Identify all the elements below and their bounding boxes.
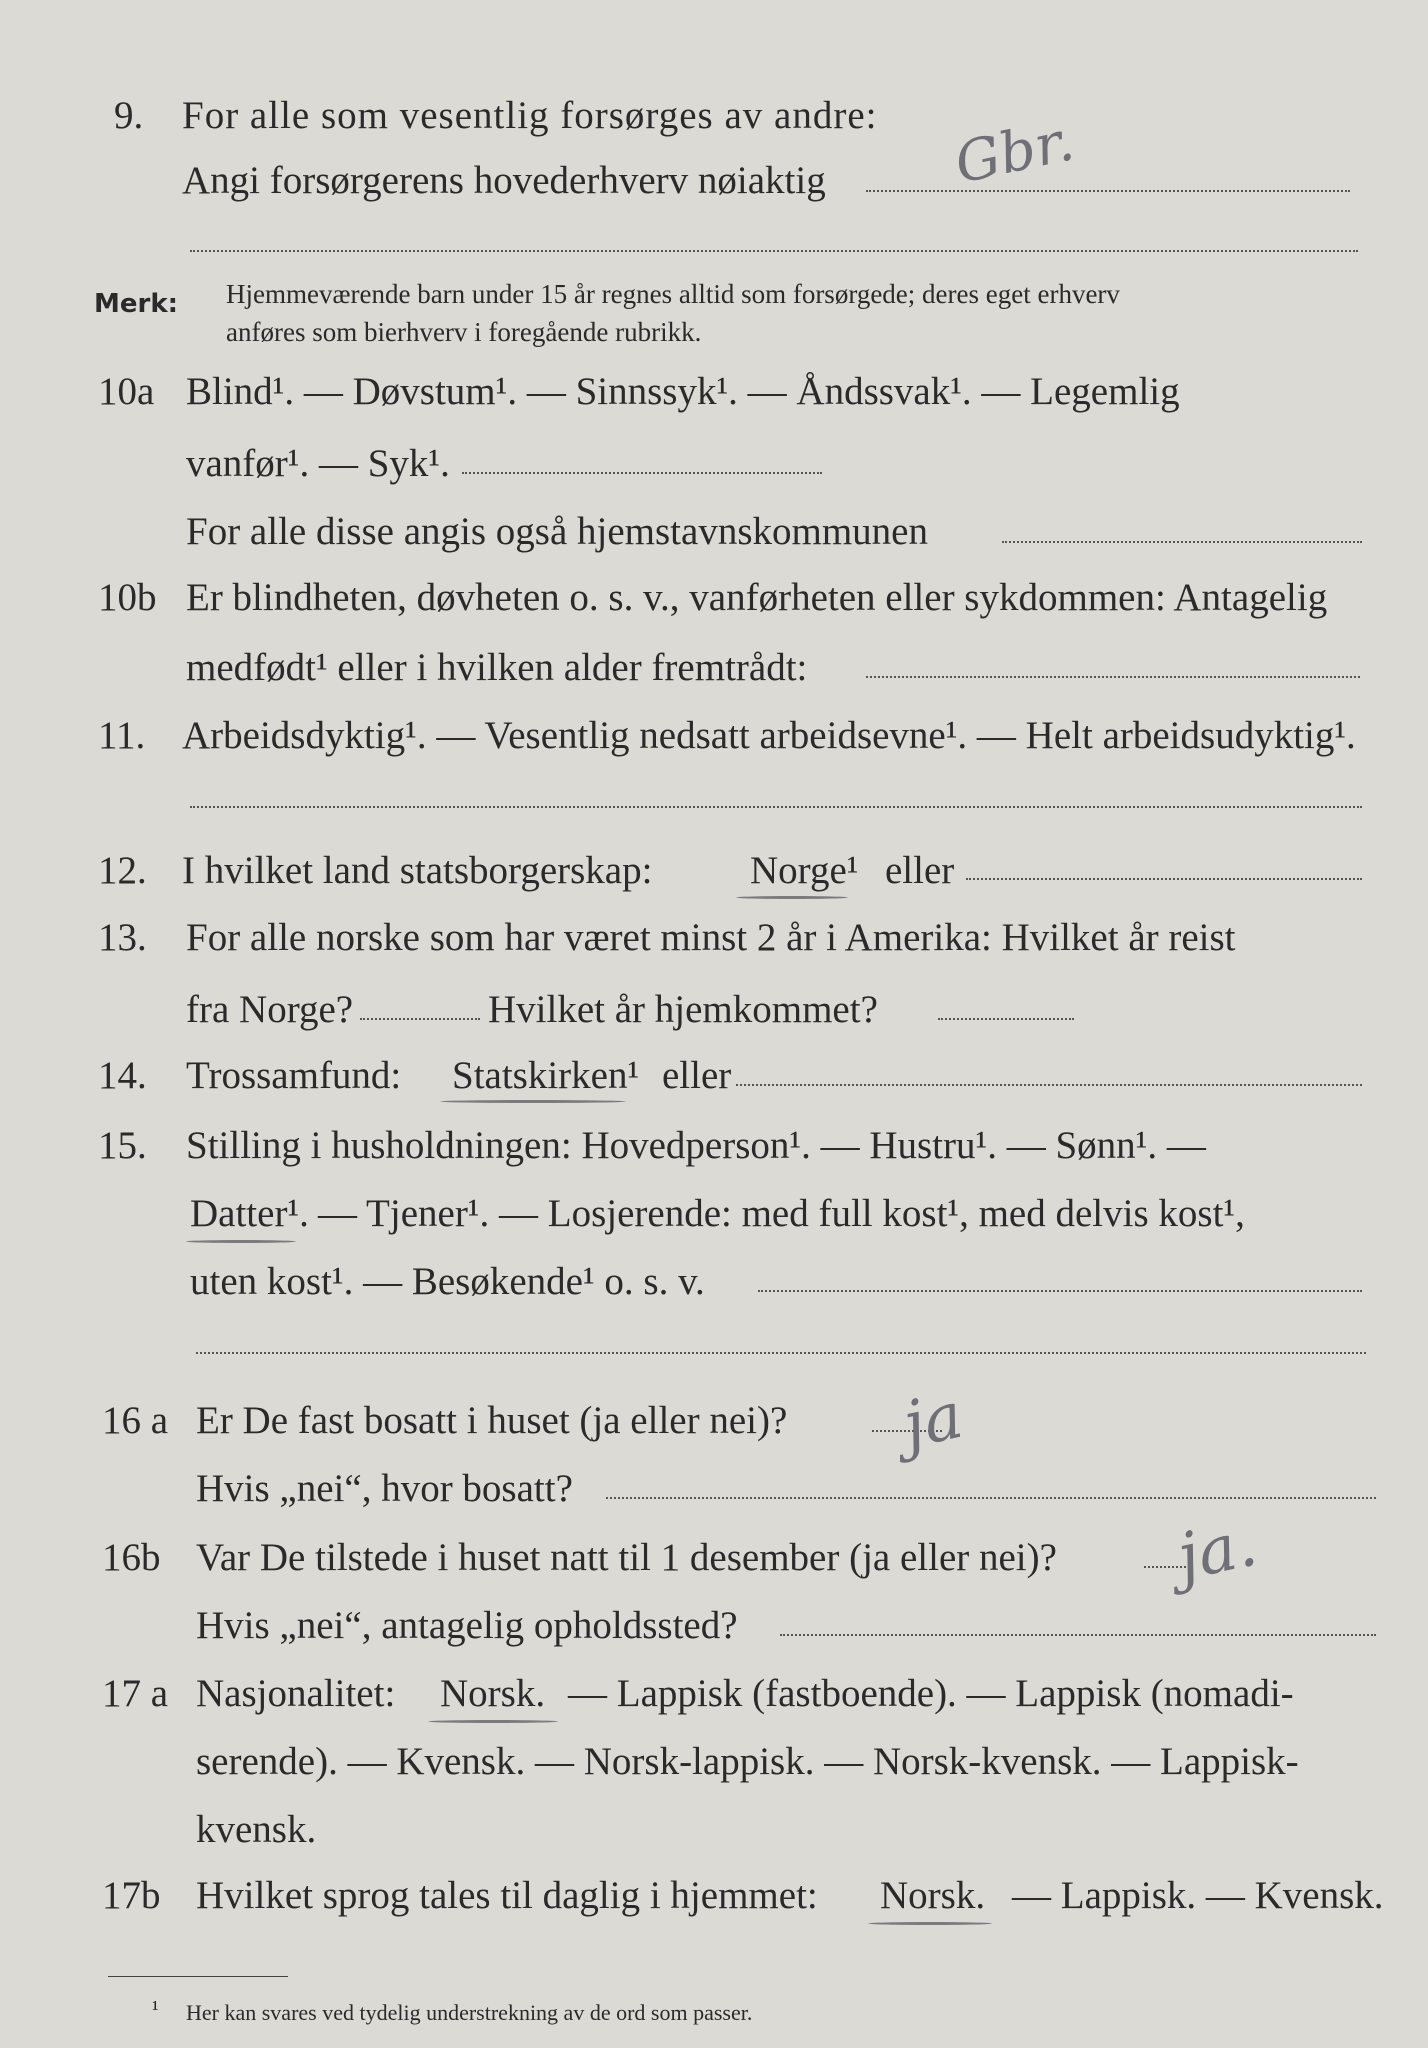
q12-answer-line <box>966 878 1362 880</box>
q9-line1: For alle som vesentlig forsørges av andre: <box>182 94 878 137</box>
q17b-norsk-underline <box>868 1922 992 1925</box>
q9-number: 9. <box>114 94 144 137</box>
q16a-number: 16 a <box>102 1399 169 1442</box>
q11-number: 11. <box>98 714 146 757</box>
footnote-rule <box>108 1976 288 1977</box>
q13-fra-norge: fra Norge? <box>186 988 354 1031</box>
q17a-line3: kvensk. <box>196 1808 317 1851</box>
q10a-hjemstavn-line <box>1002 541 1362 543</box>
footnote-mark: ¹ <box>152 1996 159 2021</box>
q15-line2: — Tjener¹. — Losjerende: med full kost¹, med delvis kost¹, <box>318 1192 1245 1235</box>
q15-line3: uten kost¹. — Besøkende¹ o. s. v. <box>190 1260 705 1303</box>
q15-extra-line <box>196 1352 1366 1354</box>
q16a-line2: Hvis „nei“, hvor bosatt? <box>196 1467 573 1510</box>
q10b-answer-line <box>866 676 1360 678</box>
merk-label: Merk: <box>94 289 179 319</box>
q12-text: I hvilket land statsborgerskap: <box>182 849 653 892</box>
q17a-norsk-underline <box>428 1720 558 1723</box>
q9-handwritten-answer: Gbr. <box>949 108 1080 197</box>
q10a-number: 10a <box>98 370 155 413</box>
merk-line1: Hjemmeværende barn under 15 år regnes alltid som forsørgede; deres eget erhverv <box>226 279 1120 309</box>
q10a-answer-line <box>462 472 822 474</box>
q12-norge: Norge¹ <box>750 849 859 892</box>
q13-reist-line <box>360 1018 480 1020</box>
q17a-line2: serende). — Kvensk. — Norsk-lappisk. — Norsk-kvensk. — Lappisk- <box>196 1740 1299 1783</box>
q17a-line1-rest: — Lappisk (fastboende). — Lappisk (nomadi- <box>568 1672 1294 1715</box>
q16b-number: 16b <box>102 1536 161 1579</box>
q14-statskirken-underline <box>440 1100 626 1103</box>
q10a-line2: vanfør¹. — Syk¹. <box>186 442 450 485</box>
footnote-text: Her kan svares ved tydelig understrekning av de ord som passer. <box>186 2000 753 2025</box>
q10a-line3: For alle disse angis også hjemstavnskommunen <box>186 510 928 553</box>
q14-eller: eller <box>662 1054 732 1097</box>
q13-number: 13. <box>98 916 147 959</box>
q11-line1: Arbeidsdyktig¹. — Vesentlig nedsatt arbeidsevne¹. — Helt arbeidsudyktig¹. <box>182 714 1356 757</box>
q14-text: Trossamfund: <box>186 1054 402 1097</box>
q13-hjemkommet: Hvilket år hjemkommet? <box>488 988 878 1031</box>
q16b-line2: Hvis „nei“, antagelig opholdssted? <box>196 1604 738 1647</box>
q14-answer-line <box>736 1084 1362 1086</box>
q10b-line1: Er blindheten, døvheten o. s. v., vanførheten eller sykdommen: Antagelig <box>186 576 1328 619</box>
q16b-opholdssted-line <box>780 1634 1376 1636</box>
q16b-line1: Var De tilstede i huset natt til 1 desember (ja eller nei)? <box>196 1536 1057 1579</box>
q17a-label: Nasjonalitet: <box>196 1672 396 1715</box>
q11-answer-line <box>190 806 1362 808</box>
q10b-line2: medfødt¹ eller i hvilken alder fremtrådt: <box>186 646 808 689</box>
q9-extra-line <box>190 250 1358 252</box>
q10b-number: 10b <box>98 576 157 619</box>
q17b-norsk: Norsk. <box>880 1874 986 1917</box>
q16a-handwritten-answer: ja <box>896 1378 970 1464</box>
q15-number: 15. <box>98 1124 147 1167</box>
q12-norge-underline <box>736 896 848 899</box>
q12-eller: eller <box>885 849 955 892</box>
q15-answer-line <box>758 1290 1362 1292</box>
q15-datter: Datter¹. <box>190 1192 309 1235</box>
q17b-text: Hvilket sprog tales til daglig i hjemmet: <box>196 1874 818 1917</box>
q17b-rest: — Lappisk. — Kvensk. <box>1012 1874 1384 1917</box>
q10a-line1: Blind¹. — Døvstum¹. — Sinnssyk¹. — Åndssvak¹. — Legemlig <box>186 370 1180 413</box>
q16b-handwritten-answer: ja. <box>1171 1506 1264 1596</box>
q16a-bosatt-line <box>606 1497 1376 1499</box>
q15-line1: Stilling i husholdningen: Hovedperson¹. — Hustru¹. — Sønn¹. — <box>186 1124 1206 1167</box>
q14-statskirken: Statskirken¹ <box>452 1054 640 1097</box>
q9-line2: Angi forsørgerens hovederhverv nøiaktig <box>182 159 826 202</box>
q12-number: 12. <box>98 849 147 892</box>
q16a-line1: Er De fast bosatt i huset (ja eller nei)? <box>196 1399 788 1442</box>
q17b-number: 17b <box>102 1874 161 1917</box>
q9-answer-line <box>866 190 1350 192</box>
q14-number: 14. <box>98 1054 147 1097</box>
q17a-norsk: Norsk. <box>440 1672 546 1715</box>
q13-hjemkommet-line <box>938 1018 1074 1020</box>
q15-datter-underline <box>186 1240 296 1243</box>
merk-line2: anføres som bierhverv i foregående rubrikk. <box>226 317 702 347</box>
q17a-number: 17 a <box>102 1672 169 1715</box>
q13-line1: For alle norske som har været minst 2 år i Amerika: Hvilket år reist <box>186 916 1236 959</box>
